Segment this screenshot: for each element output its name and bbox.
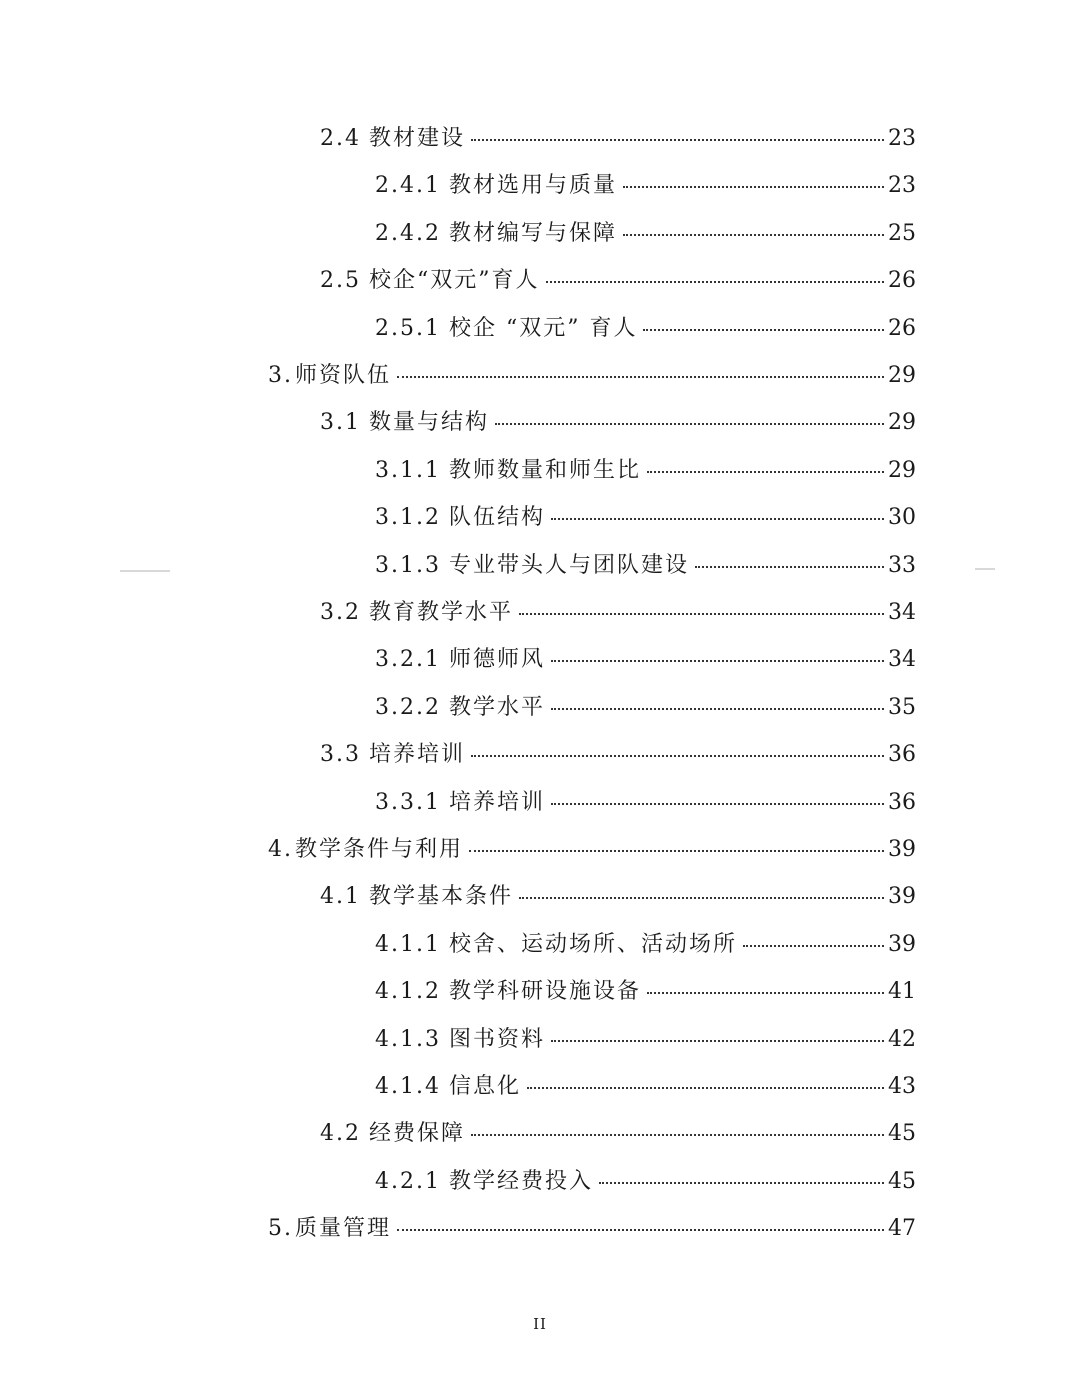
toc-entry-page: 36 <box>888 789 916 815</box>
toc-dot-leader <box>623 186 884 188</box>
toc-entry-title: 校企 “双元” 育人 <box>448 315 638 341</box>
toc-entry-page: 23 <box>888 173 916 199</box>
toc-entry-number: 3.1 <box>320 410 361 436</box>
toc-entry-number: 4.1.2 <box>375 979 441 1005</box>
toc-entry-title: 教材编写与保障 <box>448 220 617 246</box>
toc-entry-page: 30 <box>888 505 916 531</box>
toc-dot-leader <box>647 471 884 473</box>
toc-dot-leader <box>695 566 884 568</box>
toc-entry-title: 教学基本条件 <box>369 884 514 910</box>
toc-entry-title: 师德师风 <box>448 647 545 673</box>
toc-entry-title: 教材选用与质量 <box>448 173 617 199</box>
toc-entry-number: 4.1.1 <box>375 931 441 957</box>
toc-entry[interactable] <box>375 690 916 730</box>
toc-entry-number: 3.2.1 <box>375 647 441 673</box>
toc-entry-number: 4.2 <box>320 1121 361 1147</box>
toc-entry-title: 教材建设 <box>369 126 466 151</box>
toc-entry-number: 3.3 <box>320 742 361 768</box>
toc-entry-title: 教师数量和师生比 <box>448 457 641 483</box>
toc-entry-page: 39 <box>888 837 916 862</box>
toc-entry-number: 5. <box>268 1216 293 1242</box>
toc-entry-page: 23 <box>888 126 916 151</box>
toc-dot-leader <box>527 1087 884 1089</box>
toc-dot-leader <box>647 992 884 994</box>
toc-entry[interactable] <box>375 216 916 256</box>
toc-entry[interactable] <box>320 879 916 919</box>
toc-entry-number: 4.1.3 <box>375 1026 441 1052</box>
toc-entry-title: 师资队伍 <box>295 363 392 388</box>
toc-entry[interactable] <box>268 1211 916 1251</box>
toc-entry-page: 41 <box>888 979 916 1005</box>
toc-entry-number: 2.4.1 <box>375 173 441 199</box>
toc-entry[interactable] <box>320 263 916 303</box>
toc-entry-title: 教学科研设施设备 <box>448 979 641 1005</box>
toc-entry-title: 校企“双元”育人 <box>369 268 540 294</box>
toc-entry[interactable] <box>375 500 916 540</box>
toc-entry-page: 29 <box>888 363 916 388</box>
toc-entry-title: 培养培训 <box>369 742 466 768</box>
toc-entry-number: 4.1.4 <box>375 1074 441 1099</box>
scan-artifact-right <box>975 568 995 570</box>
toc-entry-page: 26 <box>888 268 916 294</box>
toc-entry[interactable] <box>375 642 916 682</box>
toc-dot-leader <box>471 139 884 141</box>
scan-artifact-left <box>120 570 170 572</box>
toc-entry-title: 教学水平 <box>448 694 545 720</box>
toc-entry-number: 3.1.2 <box>375 505 441 531</box>
toc-entry-page: 42 <box>888 1026 916 1052</box>
toc-entry-title: 图书资料 <box>448 1026 545 1052</box>
toc-entry[interactable] <box>320 405 916 445</box>
toc-dot-leader <box>599 1182 884 1184</box>
toc-entry[interactable] <box>375 453 916 493</box>
toc-entry-page: 43 <box>888 1074 916 1099</box>
toc-dot-leader <box>551 803 884 805</box>
toc-entry-page: 45 <box>888 1168 916 1194</box>
toc-entry[interactable] <box>320 595 916 635</box>
toc-entry[interactable] <box>375 785 916 825</box>
toc-entry[interactable] <box>375 974 916 1014</box>
toc-entry-title: 信息化 <box>448 1074 521 1099</box>
toc-entry-title: 数量与结构 <box>369 410 490 436</box>
toc-dot-leader <box>551 660 884 662</box>
toc-dot-leader <box>519 613 884 615</box>
toc-entry-number: 3.1.1 <box>375 457 441 483</box>
toc-entry-title: 教育教学水平 <box>369 600 514 625</box>
toc-entry[interactable] <box>375 927 916 967</box>
toc-entry[interactable] <box>375 311 916 351</box>
toc-dot-leader <box>397 1229 884 1231</box>
toc-entry-title: 专业带头人与团队建设 <box>448 552 689 578</box>
toc-dot-leader <box>471 755 884 757</box>
toc-entry[interactable] <box>320 1116 916 1156</box>
toc-entry-page: 29 <box>888 410 916 436</box>
toc-entry-number: 3.2.2 <box>375 694 441 720</box>
toc-entry[interactable] <box>375 1022 916 1062</box>
toc-entry-number: 2.4 <box>320 126 361 151</box>
toc-entry-title: 教学条件与利用 <box>295 837 464 862</box>
toc-entry[interactable] <box>375 1069 916 1109</box>
page-number: II <box>533 1315 547 1333</box>
toc-entry-title: 经费保障 <box>369 1121 466 1147</box>
toc-dot-leader <box>469 850 884 852</box>
toc-entry-number: 3.3.1 <box>375 789 441 815</box>
toc-entry-number: 2.4.2 <box>375 220 441 246</box>
toc-entry-title: 队伍结构 <box>448 505 545 531</box>
toc-entry-page: 29 <box>888 457 916 483</box>
toc-entry-number: 3.1.3 <box>375 552 441 578</box>
toc-entry-number: 3.2 <box>320 600 361 625</box>
toc-entry[interactable] <box>375 1164 916 1204</box>
toc-entry-page: 34 <box>888 647 916 673</box>
toc-entry-title: 培养培训 <box>448 789 545 815</box>
toc-dot-leader <box>495 423 884 425</box>
toc-entry-page: 33 <box>888 552 916 578</box>
toc-entry-number: 4.1 <box>320 884 361 910</box>
toc-entry[interactable] <box>375 168 916 208</box>
toc-dot-leader <box>519 897 884 899</box>
toc-entry-title: 校舍、运动场所、活动场所 <box>448 931 737 957</box>
toc-dot-leader <box>743 945 884 947</box>
toc-entry[interactable] <box>320 737 916 777</box>
toc-entry-title: 质量管理 <box>295 1216 392 1242</box>
toc-entry-page: 35 <box>888 694 916 720</box>
toc-entry-page: 36 <box>888 742 916 768</box>
toc-entry[interactable] <box>268 358 916 398</box>
toc-entry-title: 教学经费投入 <box>448 1168 593 1194</box>
toc-dot-leader <box>623 234 884 236</box>
toc-entry-number: 2.5 <box>320 268 361 294</box>
toc-entry[interactable] <box>375 548 916 588</box>
toc-entry[interactable] <box>268 832 916 872</box>
toc-entry[interactable] <box>320 121 916 161</box>
toc-entry-number: 4.2.1 <box>375 1168 441 1194</box>
toc-entry-number: 2.5.1 <box>375 315 441 341</box>
toc-dot-leader <box>471 1134 884 1136</box>
toc-dot-leader <box>546 281 885 283</box>
toc-entry-page: 45 <box>888 1121 916 1147</box>
toc-dot-leader <box>551 518 884 520</box>
toc-entry-number: 3. <box>268 363 293 388</box>
toc-entry-page: 39 <box>888 884 916 910</box>
toc-dot-leader <box>643 329 884 331</box>
toc-dot-leader <box>397 376 884 378</box>
toc-entry-page: 34 <box>888 600 916 625</box>
toc-entry-page: 25 <box>888 220 916 246</box>
toc-entry-page: 47 <box>888 1216 916 1242</box>
toc-entry-page: 26 <box>888 315 916 341</box>
toc-dot-leader <box>551 1040 884 1042</box>
toc-entry-number: 4. <box>268 837 293 862</box>
toc-entry-page: 39 <box>888 931 916 957</box>
toc-dot-leader <box>551 708 884 710</box>
